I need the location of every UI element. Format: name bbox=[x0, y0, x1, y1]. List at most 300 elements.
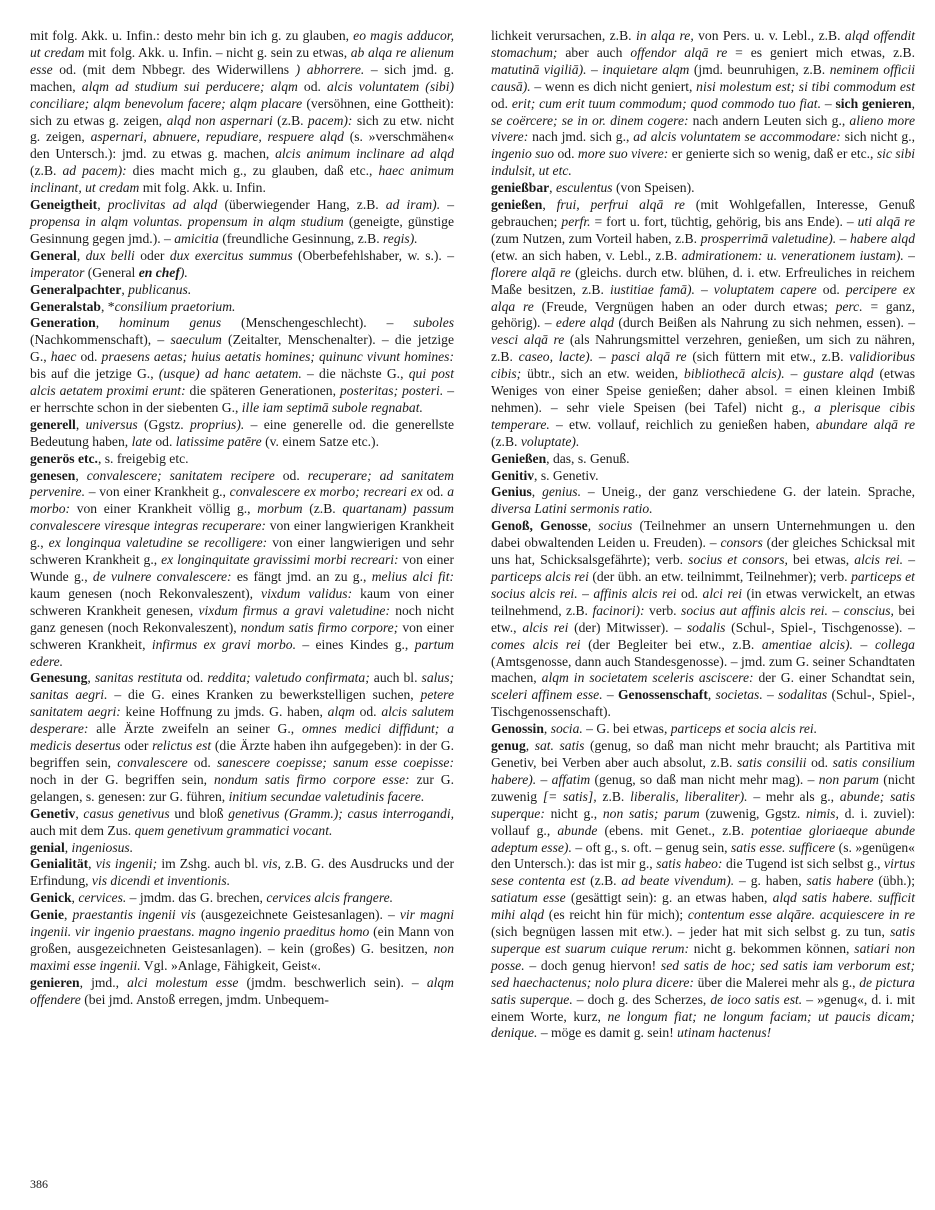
entry-text: , das, s. Genuß. bbox=[546, 450, 630, 466]
dictionary-entry bbox=[30, 856, 454, 890]
entry-text: (überwiegender Hang, z.B. bbox=[217, 197, 386, 213]
headword: Genesung bbox=[30, 670, 88, 686]
entry-text: = es geniert mich etwas, z.B. bbox=[727, 44, 915, 60]
entry-text: (mit Wohlgefallen, Interesse, Genuß gebrauchen; bbox=[491, 197, 915, 229]
entry-text: alle Ärzte zweifeln an seiner G., bbox=[88, 721, 303, 737]
entry-text: (bei jmd. Anstoß erregen, jmdm. Unbequem- bbox=[80, 991, 329, 1007]
entry-text: od. bbox=[554, 146, 578, 162]
dictionary-entry bbox=[30, 670, 454, 805]
entry-text: , bbox=[587, 518, 599, 534]
latin-text: alqd offendit stomachum; bbox=[491, 28, 915, 60]
entry-text: (ausgezeichnete Geistesanlagen). – bbox=[195, 907, 400, 923]
latin-text: diversa Latini sermonis ratio. bbox=[491, 501, 653, 517]
latin-text: uti alqā re bbox=[857, 213, 915, 229]
entry-text: , bbox=[64, 839, 72, 855]
latin-text: hominum genus bbox=[118, 315, 222, 331]
entry-text: im Zshg. auch bl. bbox=[157, 856, 263, 872]
latin-text: abundare alqā re bbox=[815, 416, 915, 432]
entry-text: (genug, so daß man nicht mehr braucht; als Partitiva mit Genetiv, bei Verben aber auch absolut, z.B. bbox=[491, 738, 915, 770]
entry-text: od. bbox=[491, 95, 512, 111]
latin-text: universus bbox=[85, 416, 138, 432]
latin-text: admirationem: u. venerationem iustam). – florere alqā re bbox=[491, 247, 915, 280]
latin-text: omnes medici diffidunt; a medicis desertus bbox=[30, 721, 455, 754]
entry-text: – bbox=[820, 95, 836, 111]
right-column bbox=[491, 28, 915, 1178]
entry-text: z.B. G. des Ausdrucks und der Erfindung, bbox=[30, 856, 455, 889]
latin-text: genetivus (Gramm.); casus interrogandi, bbox=[228, 805, 455, 821]
dictionary-entry bbox=[491, 451, 915, 468]
latin-text: alcis animum inclinare ad alqd bbox=[275, 146, 454, 162]
entry-text: , bbox=[75, 416, 86, 432]
latin-text: convalescere; sanitatem recipere bbox=[86, 467, 275, 483]
latin-text: alcis salutem desperare: bbox=[30, 704, 454, 737]
headword: Genie bbox=[30, 907, 64, 923]
latin-text: de ioco satis est. bbox=[710, 991, 803, 1007]
entry-text: , bbox=[63, 907, 73, 923]
entry-text: , bbox=[549, 180, 556, 196]
entry-text: (durch Beißen als Nahrung zu sich nehmen, essen). – bbox=[614, 315, 916, 331]
dictionary-entry bbox=[491, 738, 915, 1042]
latin-text: de pictura satis superque. bbox=[491, 974, 915, 1007]
latin-text: esculentus bbox=[555, 180, 613, 196]
latin-text: sodalis bbox=[686, 619, 726, 635]
latin-text: initium secundae valetudinis facere. bbox=[228, 788, 425, 804]
latin-text: quem genetivum grammatici vocant. bbox=[134, 822, 333, 838]
latin-text: ad beate vivendum). bbox=[621, 873, 735, 889]
entry-text: dies macht mich g., zu glauben, daß etc., bbox=[126, 163, 379, 179]
dictionary-entry bbox=[30, 890, 454, 907]
entry-text: , bbox=[911, 95, 915, 111]
headword: Genossin bbox=[491, 721, 544, 737]
dictionary-entry bbox=[30, 417, 454, 451]
latin-text: sic sibi indulsit, ut etc. bbox=[491, 146, 916, 179]
latin-text: vir magni ingenii. vir ingenio praestans. magno ingenio praeditus homo bbox=[30, 907, 454, 940]
latin-text: sanitas restituta bbox=[94, 670, 183, 686]
latin-text: socius aut affinis alcis rei. – conscius, bbox=[681, 602, 894, 618]
entry-text: , bbox=[121, 281, 129, 297]
headword: Genoß, Genosse bbox=[491, 518, 588, 534]
entry-text: = ganz, gehörig). – bbox=[491, 298, 915, 331]
entry-text: – doch g. des Scherzes, bbox=[572, 991, 711, 1007]
latin-text: particeps et socia alcis rei. bbox=[670, 721, 818, 737]
entry-text: (s. »genügen« den Untersch.): das ist mir g., bbox=[491, 839, 915, 872]
entry-text: – doch genug hiervon! bbox=[524, 957, 661, 973]
entry-text: oder bbox=[134, 247, 170, 263]
dictionary-entry bbox=[30, 299, 454, 316]
latin-text: utinam hactenus! bbox=[677, 1025, 772, 1041]
dictionary-entry bbox=[491, 468, 915, 485]
entry-text: (zum Nutzen, zum Vorteil haben, z.B. bbox=[491, 230, 701, 246]
latin-text: abunde; satis superque: bbox=[491, 788, 915, 821]
entry-text: (z.B. bbox=[30, 163, 63, 179]
entry-text: – »genug«, d. i. mit einem Worte, kurz, bbox=[491, 991, 915, 1024]
entry-text: (General bbox=[84, 264, 139, 280]
entry-text: od. bbox=[187, 754, 217, 770]
latin-text: alcis voluntatem (sibi) conciliare; alqm benevolum facere; alqm placare bbox=[30, 78, 454, 111]
latin-text: voluptate). bbox=[520, 433, 580, 449]
latin-text: alqd non aspernari bbox=[166, 112, 273, 128]
entry-text: keine Hoffnung zu jmds. G. haben, bbox=[120, 704, 328, 720]
entry-text: = fort u. fort, tüchtig, gehörig, bis ans Ende). – bbox=[590, 213, 858, 229]
entry-text: (jmd. beunruhigen, z.B. bbox=[689, 61, 830, 77]
entry-text: von einer Wunde g., bbox=[30, 552, 454, 584]
entry-text: – G. bei etwas, bbox=[582, 721, 671, 737]
latin-text: ab alqa re alienum esse bbox=[30, 44, 454, 77]
entry-text: , bbox=[75, 467, 87, 483]
latin-text: ) abhorrere. bbox=[295, 61, 365, 77]
latin-text: sceleri affinem esse. bbox=[491, 687, 603, 703]
headword: genesen bbox=[30, 467, 76, 483]
dictionary-entry bbox=[30, 282, 454, 299]
dictionary-entry bbox=[30, 248, 454, 282]
entry-text: od. bbox=[422, 484, 448, 500]
entry-text: (Oberbefehlshaber, w. s.). – bbox=[292, 247, 455, 263]
dictionary-entry bbox=[30, 28, 454, 197]
latin-text: abunde bbox=[557, 822, 598, 838]
latin-text: amentiae alcis). – collega bbox=[761, 636, 915, 652]
latin-text: societas. – sodalitas bbox=[715, 687, 828, 703]
latin-text: socius bbox=[598, 518, 633, 534]
latin-text: perc. bbox=[835, 298, 863, 314]
latin-text: satis habeo: bbox=[656, 856, 723, 872]
entry-text: od. bbox=[76, 349, 102, 365]
entry-text: er genierte sich so wenig, daß er etc., bbox=[668, 146, 877, 162]
entry-text: od. bbox=[182, 670, 208, 686]
latin-text: pacem): bbox=[307, 112, 353, 128]
latin-text: genius. bbox=[542, 484, 581, 500]
headword: Genossenschaft bbox=[617, 687, 708, 703]
latin-text: alci molestum esse bbox=[127, 974, 239, 990]
latin-text: satiatum esse bbox=[491, 890, 566, 906]
entry-text: es fängt jmd. an zu g., bbox=[231, 569, 372, 584]
entry-text: mit folg. Akk. u. Infin.: desto mehr bin ich g. zu glauben, bbox=[30, 28, 354, 43]
entry-text: (z.B. bbox=[585, 873, 622, 889]
entry-text: zur G. gelangen, s. genesen: zur G. führen, bbox=[30, 771, 454, 804]
entry-text: (etw. an sich haben, v. Lebl., z.B. bbox=[491, 247, 682, 263]
entry-text: von einer langwierigen Krankheit g., bbox=[30, 518, 454, 551]
latin-text: alcis rei bbox=[522, 619, 569, 635]
latin-text: ille iam septimā subole regnabat. bbox=[241, 399, 423, 415]
entry-text: nicht g. bekommen können, bbox=[688, 940, 855, 956]
latin-text: non parum bbox=[818, 771, 879, 787]
latin-text: vixdum firmus a gravi valetudine: bbox=[198, 602, 390, 618]
entry-text: – eines Kindes g., bbox=[295, 636, 415, 652]
dictionary-entry bbox=[30, 315, 454, 416]
left-column bbox=[30, 28, 454, 1178]
latin-text: validioribus cibis; bbox=[491, 349, 916, 382]
latin-text: nimis, bbox=[806, 805, 839, 821]
entry-text: auch bl. bbox=[369, 670, 422, 686]
entry-text: – g. haben, bbox=[734, 873, 807, 889]
entry-text: , * bbox=[100, 298, 115, 314]
latin-text: alqm in societatem sceleris asciscere: bbox=[541, 670, 754, 686]
latin-text: nondum satis firmo corpore; bbox=[240, 619, 399, 635]
latin-text: proclivitas ad alqd bbox=[107, 197, 218, 213]
entry-text: – wenn es dich nicht geniert, bbox=[530, 78, 697, 94]
latin-text: morbum bbox=[257, 501, 303, 517]
entry-text: (in etwas verwickelt, an etwas teilnehmend, z.B. bbox=[491, 585, 915, 618]
latin-text: perfr. bbox=[561, 213, 591, 229]
latin-text: contentum esse alqāre. acquiescere in re bbox=[687, 907, 916, 923]
entry-text: bei etw., bbox=[491, 602, 915, 635]
latin-text: cervices. bbox=[78, 890, 127, 906]
entry-text: – mehr als g., bbox=[747, 788, 840, 804]
latin-text: vis ingenii; bbox=[95, 856, 158, 872]
headword: Genius bbox=[491, 484, 532, 500]
entry-text: d. i. zuviel): vollauf g., bbox=[491, 805, 915, 838]
dictionary-entry bbox=[30, 840, 454, 857]
entry-text: od. bbox=[274, 467, 308, 483]
headword: Genick bbox=[30, 890, 72, 906]
latin-text: de vulnere convalescere: bbox=[92, 569, 232, 584]
latin-text: neminem officii causā). bbox=[491, 61, 915, 94]
latin-text: alieno more vivere: bbox=[491, 112, 916, 145]
entry-text: (der gleiches Schicksal mit uns hat, Schicksalsgefährte); verb. bbox=[491, 535, 915, 568]
latin-text: a morbo: bbox=[30, 484, 454, 517]
headword: Geneigtheit bbox=[30, 197, 98, 213]
latin-text: relictus est bbox=[152, 738, 212, 754]
latin-text: nisi molestum est; si tibi commodum est bbox=[696, 78, 915, 94]
entry-text: (gesättigt sein): g. an etwas haben, bbox=[565, 890, 773, 906]
entry-text: von Pers. u. v. Lebl., z.B. bbox=[693, 28, 845, 43]
latin-text: more suo vivere: bbox=[577, 146, 669, 162]
entry-text: sich nicht g., bbox=[840, 129, 915, 145]
entry-text: der G. einer Schandtat sein, bbox=[753, 670, 915, 686]
entry-text: , jmd., bbox=[79, 974, 128, 990]
entry-text: , bbox=[543, 721, 551, 737]
entry-text: od. bbox=[297, 78, 328, 94]
latin-text: consilium praetorium. bbox=[114, 298, 236, 314]
latin-text: [= satis], bbox=[542, 788, 597, 804]
entry-text: von einer langwierigen und sehr schweren Krankheit g., bbox=[30, 535, 454, 568]
headword: genug bbox=[491, 738, 526, 754]
entry-text: bei etwas, bbox=[787, 552, 855, 568]
entry-text: verb. bbox=[644, 602, 682, 618]
latin-text: matutinā vigiliā). – inquietare alqm bbox=[491, 61, 690, 77]
latin-text: (usque) ad hanc aetatem. bbox=[158, 366, 302, 382]
latin-text: ex longinqua valetudine se recolligere: bbox=[48, 535, 268, 551]
dictionary-entry bbox=[491, 197, 915, 451]
entry-text: (jmdm. beschwerlich sein). – bbox=[238, 974, 427, 990]
headword: genial bbox=[30, 839, 65, 855]
entry-text: , bbox=[88, 856, 96, 872]
latin-text: in alqa re, bbox=[635, 28, 694, 43]
headword: en chef bbox=[138, 264, 180, 280]
latin-text: edere alqd bbox=[555, 315, 615, 331]
entry-text: – möge es damit g. sein! bbox=[537, 1025, 678, 1041]
entry-text: noch nicht ganz genesen (noch Rekonvaleszent), bbox=[30, 602, 455, 635]
latin-text: satiari non posse. bbox=[491, 940, 915, 973]
page-number: 386 bbox=[30, 1177, 48, 1191]
latin-text: satis superque est suarum cuique rerum: bbox=[491, 924, 915, 956]
headword: Genetiv bbox=[30, 805, 76, 821]
entry-text: sich zu etw. nicht g. zeigen, bbox=[30, 112, 454, 145]
entry-text: lichkeit verursachen, z.B. bbox=[491, 28, 636, 43]
latin-text: ingeniosus. bbox=[71, 839, 134, 855]
entry-text: (der Begleiter bei etw., z.B. bbox=[580, 636, 762, 652]
entry-text: nicht g., bbox=[544, 805, 603, 821]
latin-text: percipere ex alqa re bbox=[491, 281, 916, 314]
entry-text: kaum genesen (noch Rekonvaleszent), bbox=[30, 585, 262, 601]
latin-text: se coërcere; se in or. dinem cogere: bbox=[491, 112, 689, 128]
headword: sich genieren bbox=[835, 95, 912, 111]
entry-text: – jmdm. das G. brechen, bbox=[126, 890, 267, 906]
entry-text: (sich füttern mit etw., z.B. bbox=[686, 349, 850, 365]
entry-text: von einer schweren Krankheit, bbox=[30, 619, 454, 652]
entry-text: , bbox=[87, 670, 95, 686]
entry-text: (Menschengeschlecht). – bbox=[221, 315, 414, 331]
dictionary-entry bbox=[30, 806, 454, 840]
latin-text: praesens aetas; huius aetatis homines; quinunc vivunt homines: bbox=[101, 349, 455, 365]
entry-text: (ein Mann von großen, ausgezeichneten Geistesanlagen). – kein (großes) G. besitzen, bbox=[30, 924, 454, 956]
latin-text: casus genetivus bbox=[83, 805, 170, 821]
entry-text: , bbox=[76, 247, 86, 263]
latin-text: posteritas; posteri. bbox=[339, 383, 444, 399]
entry-text: (der) Mitwisser). – bbox=[568, 619, 687, 635]
dictionary-entry bbox=[491, 180, 915, 197]
entry-text: (zuwenig, Ggstz. bbox=[699, 805, 806, 821]
latin-text: reddita; valetudo confirmata; bbox=[207, 670, 370, 686]
latin-text: suboles bbox=[413, 315, 455, 331]
entry-text: Vgl. »Anlage, Fähigkeit, Geist«. bbox=[140, 957, 321, 973]
latin-text: convalescere ex morbo; recreari ex bbox=[229, 484, 423, 500]
entry-text: (etwas Weniges von einer Speise genießen; daher absol. = einen kleinen Imbiß nehmen). – sehr viele Speisen (bei Tafel) nicht g., bbox=[491, 366, 915, 415]
latin-text: dux exercitus summus bbox=[169, 247, 293, 263]
latin-text: late bbox=[131, 433, 152, 449]
dictionary-entry bbox=[491, 28, 915, 180]
entry-text: , bbox=[97, 197, 108, 213]
latin-text: alqm bbox=[327, 704, 355, 720]
entry-text: (versöhnen, eine Gottheit): sich zu etwas g. zeigen, bbox=[30, 95, 454, 128]
entry-text: , bbox=[71, 890, 79, 906]
entry-text: (z.B. bbox=[491, 433, 521, 449]
dictionary-entry bbox=[30, 197, 454, 248]
entry-text: (Amtsgenosse, dann auch Standesgenosse). – jmd. zum G. seiner Schandtaten machen, bbox=[491, 653, 915, 686]
latin-text: satis consilium habere). – affatim bbox=[491, 754, 915, 787]
latin-text: comes alcis rei bbox=[491, 636, 581, 652]
latin-text: amicitia bbox=[174, 230, 219, 246]
latin-text: regis). bbox=[383, 230, 418, 246]
entry-text: (nicht zuwenig bbox=[491, 771, 916, 804]
entry-text: (Zeitalter, Menschenalter). – die jetzige G., bbox=[30, 332, 454, 365]
entry-text: , s. Genetiv. bbox=[534, 467, 599, 483]
entry-text: – etw. vollauf, reichlich zu genießen haben, bbox=[549, 416, 816, 432]
entry-text: od. bbox=[151, 433, 176, 449]
entry-text: , bbox=[75, 805, 84, 821]
latin-text: saeculum bbox=[170, 332, 222, 348]
entry-text: (genug, so daß man nicht mehr mag). – bbox=[590, 771, 819, 787]
headword: Genialität bbox=[30, 856, 89, 872]
entry-text: mit folg. Akk. u. Infin. bbox=[139, 180, 266, 196]
latin-text: facinori): bbox=[592, 602, 645, 618]
headword: Genitiv bbox=[491, 467, 535, 483]
entry-text: aber auch bbox=[557, 44, 631, 60]
latin-text: vesci alqā re bbox=[491, 332, 565, 348]
latin-text: sed satis de hoc; sed satis iam verborum est; sed haechactenus; nolo plura dicere: bbox=[491, 957, 915, 990]
latin-text: proprius). bbox=[190, 416, 245, 432]
latin-text: caseo, lacte). – pasci alqā re bbox=[518, 349, 687, 365]
headword: Generalpachter bbox=[30, 281, 122, 297]
latin-text: offendor alqā re bbox=[630, 44, 728, 60]
latin-text: ingenio suo bbox=[491, 146, 555, 162]
latin-text: nondum satis firmo corpore esse: bbox=[213, 771, 410, 787]
latin-text: vis, bbox=[262, 856, 281, 872]
entry-text: (Nachkommenschaft), – bbox=[30, 332, 171, 348]
entry-text: (s. »verschmähen« den Untersch.): jmd. zu etwas g. machen, bbox=[30, 129, 454, 162]
latin-text: imperator bbox=[30, 264, 85, 280]
dictionary-entry bbox=[30, 907, 454, 975]
entry-text: oder bbox=[120, 738, 153, 754]
latin-text: potentiae gloriaeque abunde adeptum esse). bbox=[491, 822, 915, 855]
dictionary-entry bbox=[30, 451, 454, 468]
headword: generell bbox=[30, 416, 76, 432]
headword: generös etc. bbox=[30, 450, 98, 466]
latin-text: non satis; parum bbox=[602, 805, 700, 821]
latin-text: socius et consors, bbox=[688, 552, 788, 568]
entry-text: , bbox=[707, 687, 716, 703]
latin-text: vis dicendi et inventionis. bbox=[91, 873, 231, 889]
entry-text: – eine generelle od. die generellste Bedeutung haben, bbox=[30, 416, 455, 449]
dictionary-entry bbox=[491, 518, 915, 721]
latin-text: partum edere. bbox=[30, 636, 454, 669]
latin-text: ). bbox=[179, 264, 188, 280]
entry-text: (Freude, Vergnügen haben an oder durch etwas; bbox=[533, 298, 836, 314]
entry-text: (v. einem Satze etc.). bbox=[261, 433, 379, 449]
entry-text: , bbox=[531, 484, 543, 500]
latin-text: frui, perfrui alqā re bbox=[556, 197, 685, 213]
latin-text: alqm offendere bbox=[30, 974, 454, 1007]
entry-text: – sich jmd. g. machen, bbox=[30, 61, 454, 94]
entry-text: (z.B. bbox=[272, 112, 308, 128]
latin-text: vixdum validus: bbox=[261, 585, 353, 601]
entry-text: od. bbox=[806, 754, 833, 770]
latin-text: haec bbox=[50, 349, 77, 365]
headword: Generalstab bbox=[30, 298, 101, 314]
headword: General bbox=[30, 247, 77, 263]
latin-text: petere sanitatem aegri: bbox=[30, 687, 454, 720]
entry-text: (geneigte, günstige Gesinnung gegen jmd.). – bbox=[30, 213, 454, 246]
entry-text: – Uneig., der ganz verschiedene G. der latein. Sprache, bbox=[580, 484, 915, 500]
entry-text: und bloß bbox=[169, 805, 229, 821]
entry-text: (Ggstz. bbox=[137, 416, 190, 432]
entry-text: (ebens. mit Genet., z.B. bbox=[597, 822, 752, 838]
entry-text: od. bbox=[676, 585, 703, 601]
entry-text: kaum von einer schweren Krankheit genesen, bbox=[30, 585, 454, 618]
entry-text: (gleichs. durch etw. blühen, d. i. etw. Erfreuliches in reichem Maße besitzen, z.B. bbox=[491, 264, 915, 297]
latin-text: satis habere bbox=[806, 873, 874, 889]
latin-text: virtus sese contenta est bbox=[491, 856, 916, 889]
latin-text: prosperrimā valetudine). – habere alqd bbox=[700, 230, 915, 246]
entry-text: (sich begnügen lassen mit etw.). – jeder hat mit sich selbst g. zu tun, bbox=[491, 924, 891, 940]
entry-text: übtr., sich an etw. weiden, bbox=[521, 366, 685, 382]
latin-text: aspernari, abnuere, repudiare, respuere alqd bbox=[90, 129, 344, 145]
latin-text: haec animum inclinant, ut credam bbox=[30, 163, 454, 196]
entry-text: nach andern Leuten sich g., bbox=[688, 112, 850, 128]
latin-text: salus; sanitas aegri. bbox=[30, 670, 455, 703]
latin-text: satis esse. sufficere bbox=[731, 839, 836, 855]
latin-text: latissime patēre bbox=[175, 433, 262, 449]
entry-text: (von Speisen). bbox=[612, 180, 695, 196]
entry-text: – von einer Krankheit g., bbox=[84, 484, 230, 500]
headword: Genießen bbox=[491, 450, 547, 466]
dictionary-page bbox=[30, 28, 915, 1178]
headword: genieren bbox=[30, 974, 80, 990]
headword: genießen bbox=[491, 197, 543, 213]
latin-text: praestantis ingenii vis bbox=[72, 907, 196, 923]
entry-text: , bbox=[525, 738, 535, 754]
latin-text: dux belli bbox=[85, 247, 135, 263]
latin-text: particeps et socius alcis rei. – affinis alcis rei bbox=[491, 569, 915, 601]
